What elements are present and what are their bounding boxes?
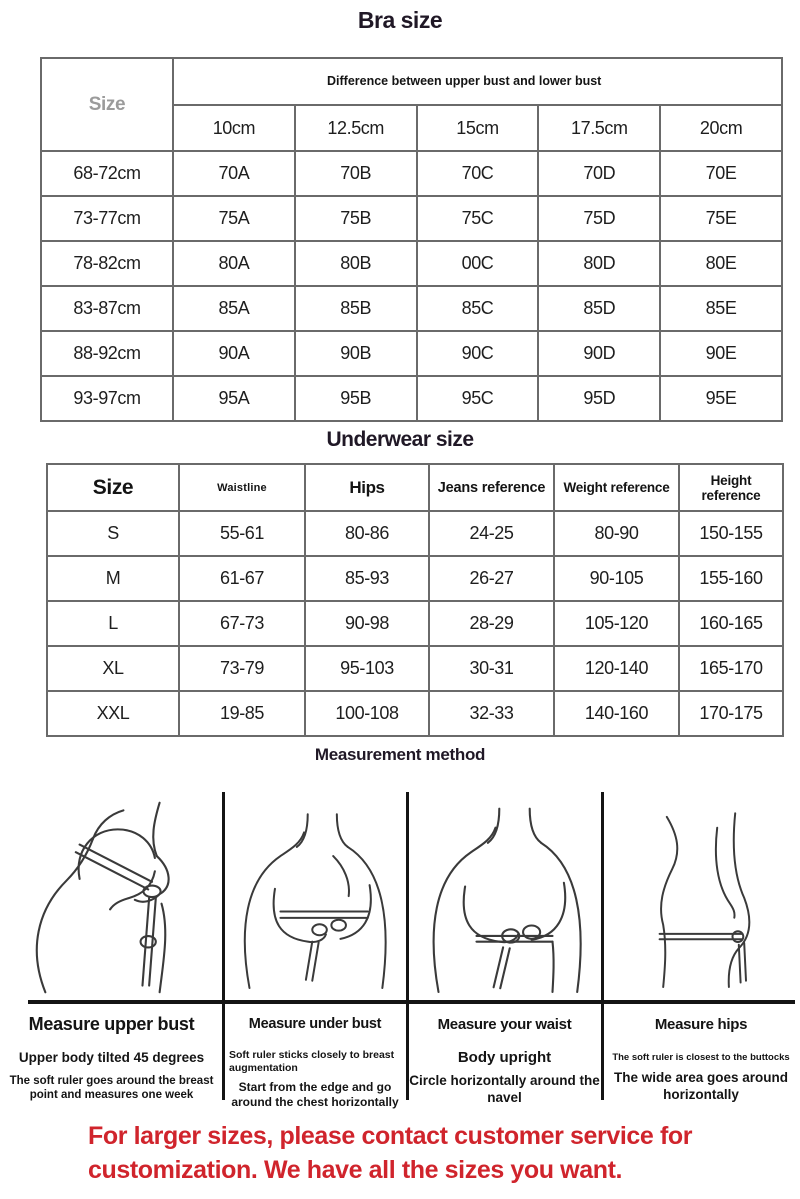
table-row [41,376,782,421]
uw-row-label: XL [47,646,179,691]
table-row [47,601,783,646]
bra-col-header: 20cm [660,105,782,151]
table-cell: 95B [295,376,417,421]
bra-size-title: Bra size [357,7,443,33]
table-cell: 90E [660,331,782,376]
table-row [47,464,783,511]
table-cell: 75B [295,196,417,241]
table-row [47,646,783,691]
table-row [47,556,783,601]
table-cell: 70A [173,151,295,196]
measure-upper-bust-caption [0,1006,223,1110]
table-cell: 150-155 [679,511,783,556]
uw-row-label: XXL [47,691,179,736]
footer-line: customization. We have all the sizes you want. [88,1156,623,1184]
table-row [41,58,782,105]
uw-col-header: Jeans reference [429,464,554,511]
table-cell: 95D [538,376,660,421]
table-cell: 95E [660,376,782,421]
caption-line: Soft ruler sticks closely to breast augmentation [229,1049,395,1075]
table-row [41,196,782,241]
table-cell: 19-85 [179,691,305,736]
table-cell: 75D [538,196,660,241]
table-cell: 80D [538,241,660,286]
table-cell: 165-170 [679,646,783,691]
table-cell: 80B [295,241,417,286]
measure-waist-caption [409,1006,600,1110]
measure-upper-bust-panel [0,792,223,1002]
bra-col-header: 12.5cm [295,105,417,151]
table-cell: 00C [417,241,539,286]
bra-row-label: 83-87cm [41,286,173,331]
bra-col-header: 15cm [417,105,539,151]
footer-note [88,1119,748,1187]
table-row [41,286,782,331]
table-cell: 70B [295,151,417,196]
measure-waist-panel [407,792,602,1002]
table-cell: 85C [417,286,539,331]
table-cell: 73-79 [179,646,305,691]
bra-row-label: 88-92cm [41,331,173,376]
caption-line: Body upright [457,1049,552,1066]
caption-heading: Measure upper bust [28,1014,195,1034]
caption-heading: Measure under bust [248,1016,382,1032]
footer-line: For larger sizes, please contact customer service for [88,1122,693,1150]
caption-line: Circle horizontally around the navel [409,1072,600,1105]
uw-col-header: Height reference [679,464,783,511]
table-cell: 160-165 [679,601,783,646]
caption-heading: Measure your waist [437,1016,572,1033]
uw-row-label: L [47,601,179,646]
bra-group-header-cell [173,58,782,105]
table-cell: 90-105 [554,556,679,601]
table-row [41,151,782,196]
uw-col-header: Size [47,464,179,511]
bra-row-label: 68-72cm [41,151,173,196]
table-cell: 85-93 [305,556,429,601]
table-cell: 90C [417,331,539,376]
caption-line: The soft ruler goes around the breast point and measures one week [9,1074,214,1102]
table-cell: 120-140 [554,646,679,691]
caption-line: The soft ruler is closest to the buttocks [612,1052,790,1063]
underwear-size-title: Underwear size [326,428,474,451]
underwear-size-table [46,463,784,737]
bra-col-header: 17.5cm [538,105,660,151]
measurement-method-title: Measurement method [314,745,486,764]
table-cell: 95A [173,376,295,421]
measure-under-bust-panel [223,792,407,1002]
table-cell: 30-31 [429,646,554,691]
hips-figure [611,797,791,997]
upper-bust-figure [12,797,212,997]
under-bust-figure [224,797,406,997]
uw-col-header: Weight reference [554,464,679,511]
table-cell: 90B [295,331,417,376]
table-cell: 67-73 [179,601,305,646]
table-cell: 85D [538,286,660,331]
table-cell: 70D [538,151,660,196]
uw-row-label: M [47,556,179,601]
uw-col-header: Hips [305,464,429,511]
table-cell: 90-98 [305,601,429,646]
table-cell: 80A [173,241,295,286]
measure-under-bust-caption [225,1006,405,1110]
table-cell: 170-175 [679,691,783,736]
table-cell: 105-120 [554,601,679,646]
table-cell: 95C [417,376,539,421]
table-cell: 85A [173,286,295,331]
bra-col-header: 10cm [173,105,295,151]
table-cell: 61-67 [179,556,305,601]
measure-hips-panel [602,792,800,1002]
table-cell: 70E [660,151,782,196]
bra-size-corner-label: Size [41,58,173,151]
table-cell: 32-33 [429,691,554,736]
table-row [41,241,782,286]
table-cell: 75A [173,196,295,241]
table-cell: 75C [417,196,539,241]
bra-row-label: 73-77cm [41,196,173,241]
table-cell: 80E [660,241,782,286]
bra-size-table [40,57,783,422]
bra-group-header-text: Difference between upper bust and lower bust [327,74,602,89]
table-cell: 85E [660,286,782,331]
bra-row-label: 93-97cm [41,376,173,421]
table-cell: 55-61 [179,511,305,556]
caption-line: Start from the edge and go around the chest horizontally [231,1080,399,1110]
caption-line: The wide area goes around horizontally [613,1069,789,1102]
table-row [41,331,782,376]
figures-caption-separator [28,1000,795,1004]
table-cell: 90A [173,331,295,376]
waist-figure [410,797,600,997]
bra-row-label: 78-82cm [41,241,173,286]
table-cell: 85B [295,286,417,331]
caption-line: Upper body tilted 45 degrees [18,1050,205,1065]
uw-col-header: Waistline [179,464,305,511]
table-row [47,691,783,736]
table-row [47,511,783,556]
table-cell: 95-103 [305,646,429,691]
table-cell: 140-160 [554,691,679,736]
table-cell: 90D [538,331,660,376]
table-cell: 100-108 [305,691,429,736]
table-cell: 155-160 [679,556,783,601]
caption-heading: Measure hips [654,1016,748,1033]
table-cell: 24-25 [429,511,554,556]
table-cell: 70C [417,151,539,196]
measure-hips-caption [604,1006,798,1110]
table-cell: 28-29 [429,601,554,646]
table-cell: 75E [660,196,782,241]
uw-row-label: S [47,511,179,556]
table-cell: 26-27 [429,556,554,601]
table-cell: 80-90 [554,511,679,556]
table-cell: 80-86 [305,511,429,556]
